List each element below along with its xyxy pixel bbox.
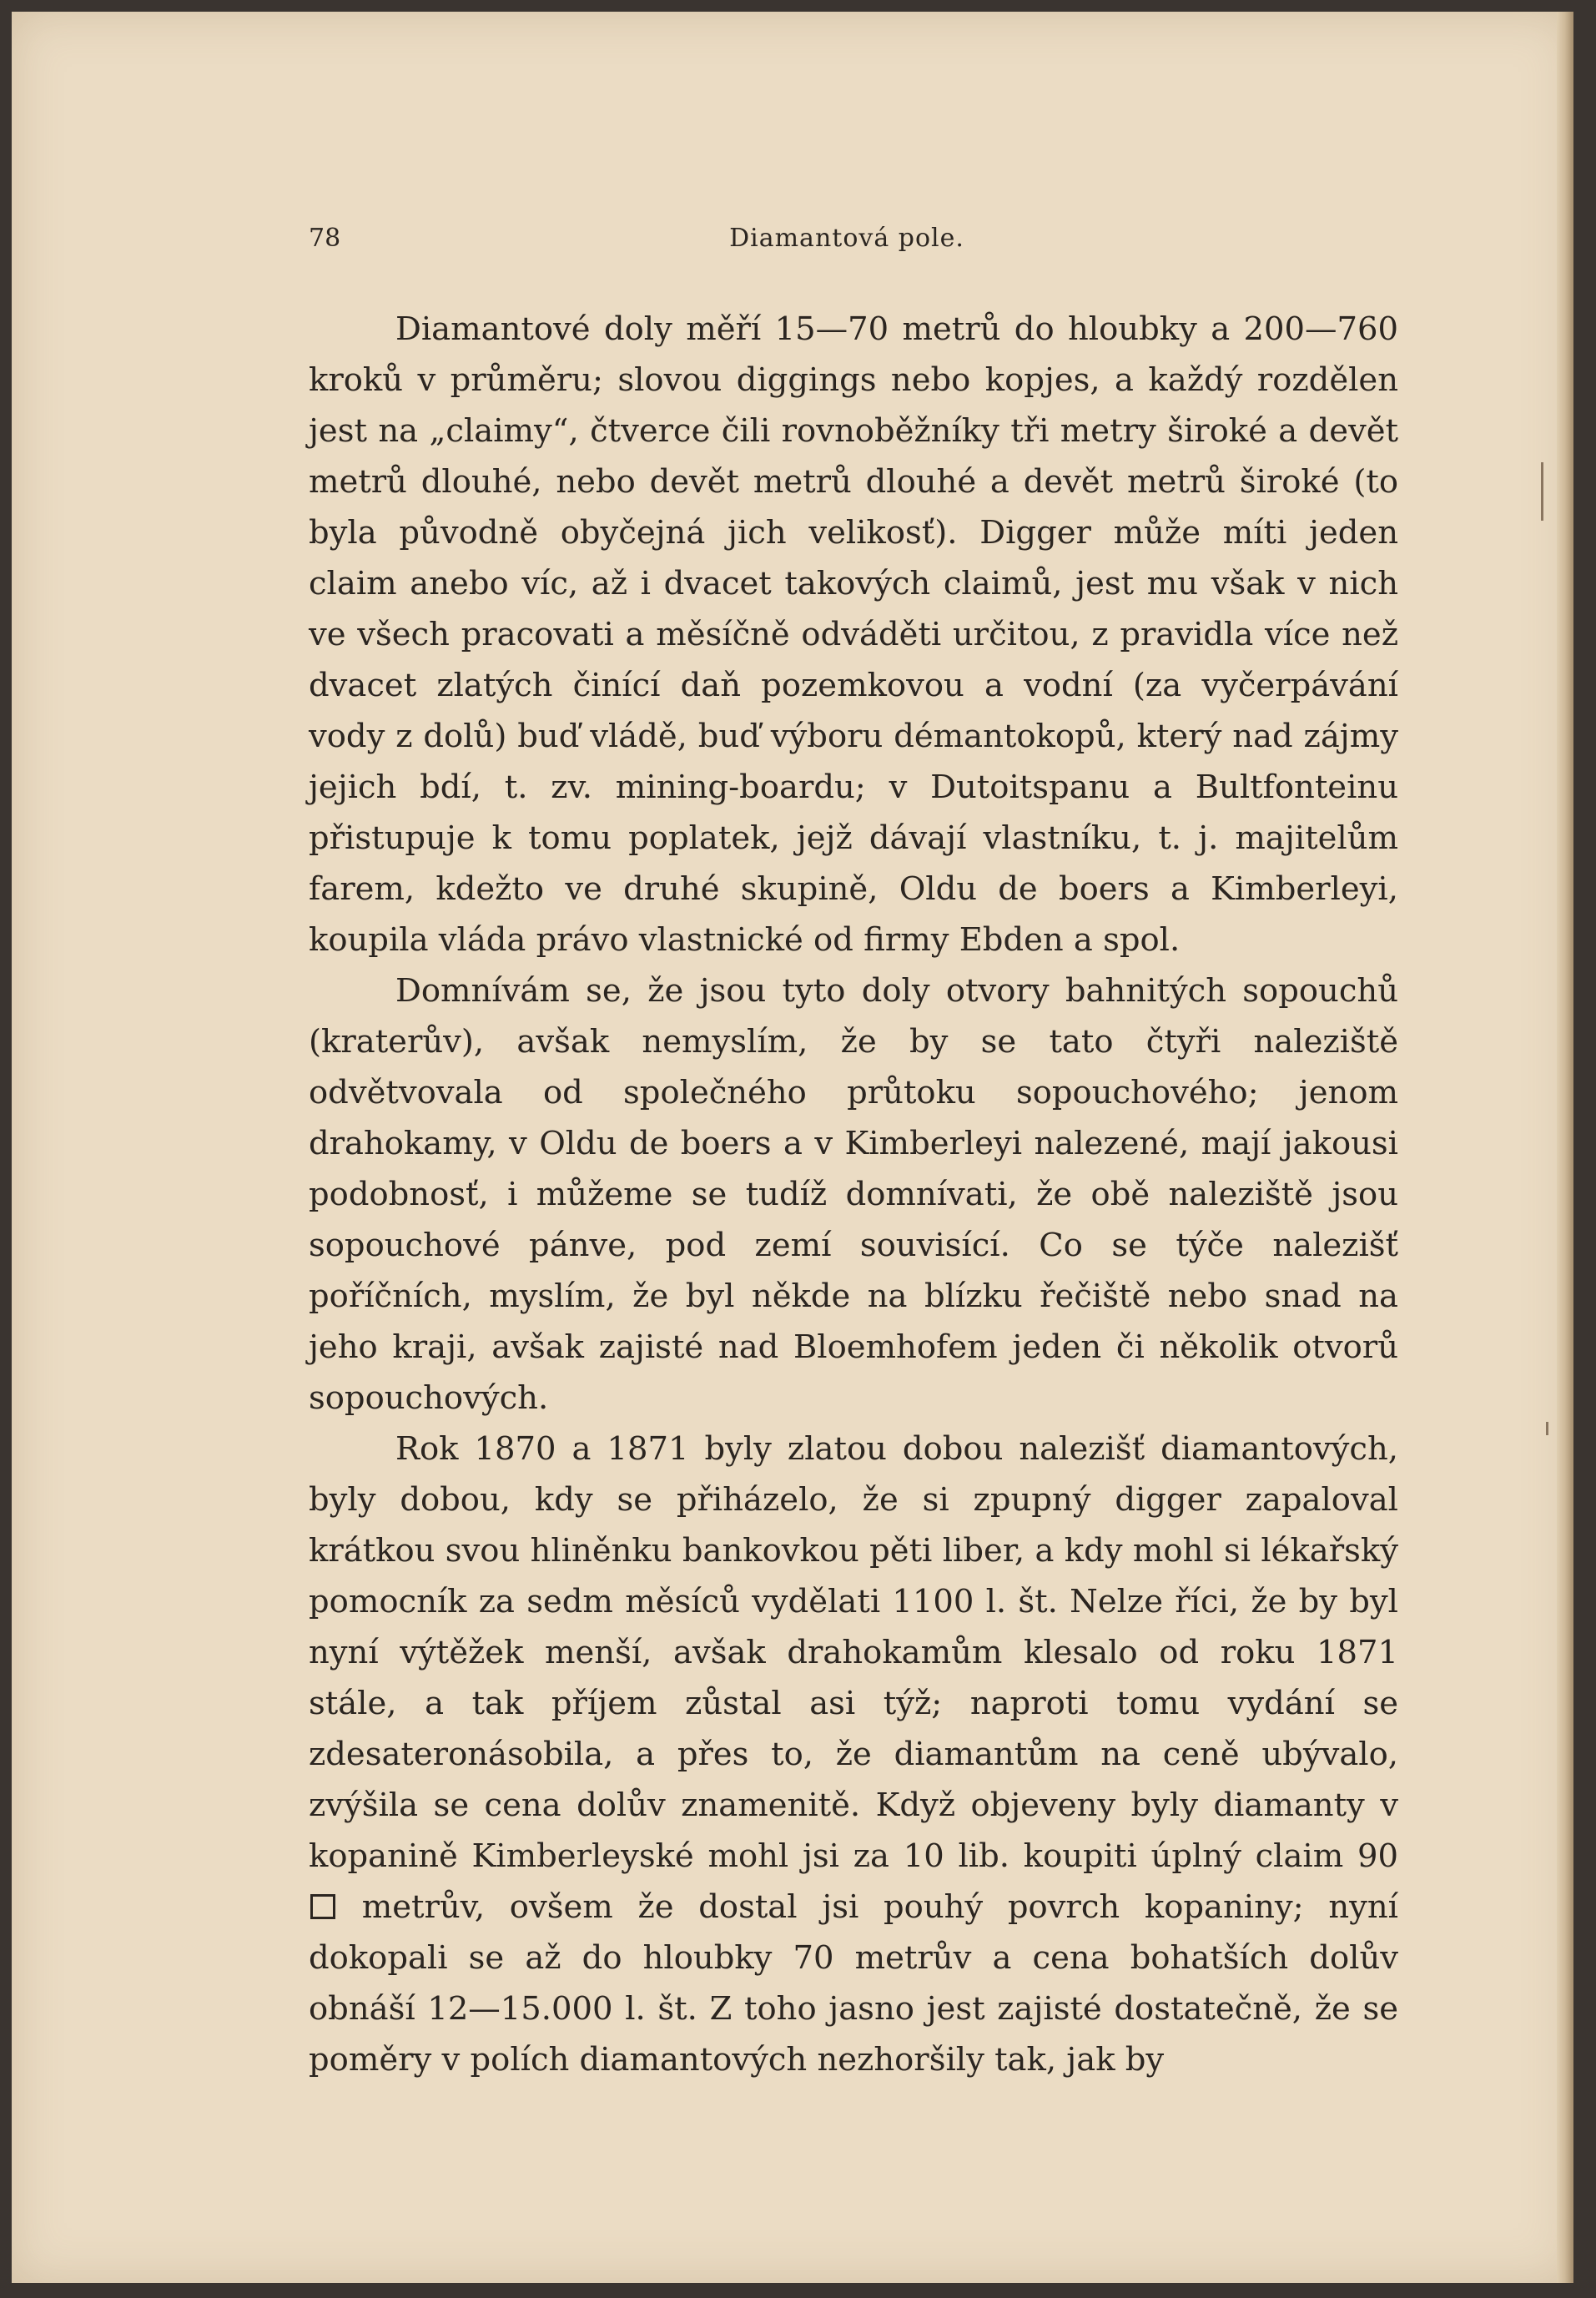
margin-mark [1541, 462, 1543, 521]
running-title: Diamantová pole. [729, 224, 964, 253]
paragraph [309, 1424, 1398, 2085]
page-number: 78 [309, 224, 341, 253]
page-body-text [309, 304, 1398, 2085]
paragraph: Domnívám se, že jsou tyto doly otvory bahnitých sopouchů (kraterův), avšak nemyslím, že by se tato čtyři naleziště odvětvovala od společného průtoku sopouchového; jenom drahokamy, v Oldu de boers a v Kimberleyi nalezené, mají jakousi podobnosť, i můžeme se tudíž domnívati, že obě naleziště jsou sopouchové pánve, pod zemí souvisící. Co se týče nalezišť poříčních, myslím, že byl někde na blízku řečiště nebo snad na jeho kraji, avšak zajisté nad Bloemhofem jeden či několik otvorů sopouchových. [309, 972, 1398, 1417]
page-spine-shadow [1557, 12, 1573, 2283]
paragraph: Diamantové doly měří 15—70 metrů do hloubky a 200—760 kroků v průměru; slovou diggings nebo kopjes, a každý rozdělen jest na „claimy“, čtverce čili rovnoběžníky tři metry široké a devět metrů dlouhé, nebo devět metrů dlouhé a devět metrů široké (to byla původně obyčejná jich velikosť). Digger může míti jeden claim anebo víc, až i dvacet takových claimů, jest mu však v nich ve všech pracovati a měsíčně odváděti určitou, z pravidla více než dvacet zlatých činící daň pozemkovou a vodní (za vyčerpávání vody z dolů) buď vládě, buď výboru démantokopů, který nad zájmy jejich bdí, t. zv. mining-boardu; v Dutoitspanu a Bultfonteinu přistupuje k tomu poplatek, jejž dávají vlastníku, t. j. majitelům farem, kdežto ve druhé skupině, Oldu de boers a Kimberleyi, koupila vláda právo vlastnické od firmy Ebden a spol. [309, 310, 1398, 959]
margin-mark [1546, 1422, 1548, 1435]
square-measure-symbol [310, 1894, 335, 1919]
paragraph-text-part: Rok 1870 a 1871 byly zlatou dobou nalezišť diamantových, byly dobou, kdy se přiházelo, že si zpupný digger zapaloval krátkou svou hliněnku bankovkou pěti liber, a kdy mohl si lékařský pomocník za sedm měsíců vydělati 1100 l. št. Nelze říci, že by byl nyní výtěžek menší, avšak drahokamům klesalo od roku 1871 stále, a tak příjem zůstal asi týž; naproti tomu vydání se zdesateronásobila, a přes to, že diamantům na ceně ubývalo, zvýšila se cena dolův znamenitě. Když objeveny byly diamanty v kopanině Kimberleyské mohl jsi za 10 lib. koupiti úplný claim 90 [309, 1430, 1398, 1875]
paragraph-text-part: metrův, ovšem že dostal jsi pouhý povrch kopaniny; nyní dokopali se až do hloubky 70 metrův a cena bohatších dolův obnáší 12—15.000 l. št. Z toho jasno jest zajisté dostatečně, že se poměry v polích diamantových nezhoršily tak, jak by [309, 1888, 1398, 2079]
book-page [12, 12, 1573, 2283]
page-header [295, 224, 1398, 257]
